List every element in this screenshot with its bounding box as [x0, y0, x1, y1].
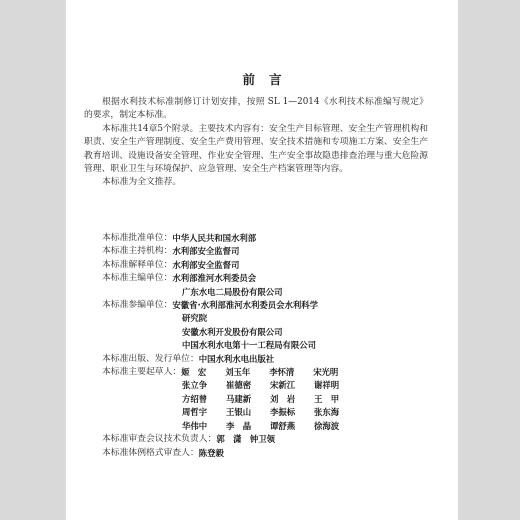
publisher-row	[102, 353, 432, 366]
unit-value: 中华人民共和国水利部	[172, 233, 257, 243]
unit-value: 中国水利水电出版社	[198, 353, 275, 364]
drafter-name: 李振标	[270, 407, 296, 418]
drafter-name: 李怀清	[269, 367, 295, 378]
unit-value: 水利部安全监督司	[172, 259, 240, 270]
drafter-names	[181, 366, 353, 379]
document-page	[66, 0, 458, 520]
drafter-name: 王银山	[226, 407, 252, 418]
format-reviewer-row	[102, 447, 432, 460]
drafter-name: 华伟中	[182, 420, 208, 431]
unit-label: 本标准主要起草人：	[102, 367, 182, 378]
drafter-name: 王 甲	[314, 393, 340, 404]
drafter-names	[182, 379, 432, 392]
unit-value: 水利部安全监督司	[172, 246, 240, 257]
page-title: 前言	[242, 72, 296, 87]
unit-value: 水利部淮河水利委员会	[172, 273, 257, 284]
participant-cont: 研究院	[182, 313, 208, 324]
paragraph: 根据水利技术标准制修订计划安排，按照 SL 1—2014《水利技术标准编写规定》的要求，制定本标准。	[84, 97, 428, 121]
drafter-name: 刘 岩	[270, 393, 296, 404]
drafter-name: 张东海	[314, 407, 340, 418]
drafter-name: 方绍曾	[182, 393, 208, 404]
paragraph: 本标准为全文推荐。	[102, 177, 182, 188]
drafter-name: 宋光明	[313, 367, 339, 378]
unit-label: 本标准批准单位：	[102, 233, 173, 243]
drafter-name: 张立争	[182, 380, 208, 391]
reviewers-row	[102, 433, 432, 446]
drafter-name: 马建新	[226, 393, 252, 404]
drafter-name: 谭舒燕	[270, 420, 296, 431]
unit-value: 陈登毅	[198, 447, 224, 458]
drafter-names	[182, 393, 432, 406]
unit-label: 本标准参编单位：	[102, 300, 173, 311]
drafter-name: 周哲宇	[182, 407, 208, 418]
unit-label: 本标准主持机构：	[102, 246, 173, 257]
drafter-name: 刘玉年	[225, 367, 251, 378]
drafter-names	[182, 420, 432, 433]
paragraph: 本标准共14章5个附录。主要技术内容有：安全生产目标管理、安全生产管理机构和职责、安全生产管理制度、安全生产费用管理、安全技术措施和专项施工方案、安全生产教育培训、设施设备安全管理、作业安全管理、生产安全事故隐患排查治理与重大危险源管理、职业卫生与环境保护、应急管理、安全生产档案管理等内容。	[84, 123, 428, 175]
participant-cont: 中国水利水电第十一工程局有限公司	[182, 340, 316, 351]
unit-label: 本标准出版、发行单位：	[102, 353, 199, 364]
host-unit-row	[102, 245, 432, 258]
participant-cont: 安徽水利开发股份有限公司	[182, 326, 283, 337]
drafter-name: 宋新江	[270, 380, 296, 391]
interpret-unit-row	[102, 259, 432, 272]
unit-value: 郭 潇 钟卫领	[216, 434, 275, 445]
unit-label: 本标准解释单位：	[102, 259, 173, 270]
unit-label: 本标准体例格式审查人：	[102, 447, 199, 458]
drafter-name: 谢祥明	[314, 380, 340, 391]
drafter-name: 李 晶	[226, 420, 252, 431]
unit-label: 本标准审查会议技术负责人：	[102, 434, 217, 445]
drafter-name: 姬 宏	[181, 367, 207, 378]
drafters-row	[102, 366, 432, 379]
drafter-name: 崔德密	[226, 380, 252, 391]
chief-editor-cont: 广东水电二局股份有限公司	[182, 286, 283, 297]
unit-value: 安徽省·水利部淮河水利委员会水利科学	[172, 300, 318, 311]
responsible-units	[102, 232, 432, 460]
drafter-name: 徐海波	[314, 420, 340, 431]
approval-unit-row	[102, 232, 432, 245]
preface-body	[84, 96, 428, 190]
unit-label: 本标准主编单位：	[102, 273, 173, 284]
drafter-names	[182, 406, 432, 419]
drafters-cont	[102, 379, 432, 433]
chief-editor-row	[102, 272, 432, 285]
participant-unit-row	[102, 299, 432, 312]
